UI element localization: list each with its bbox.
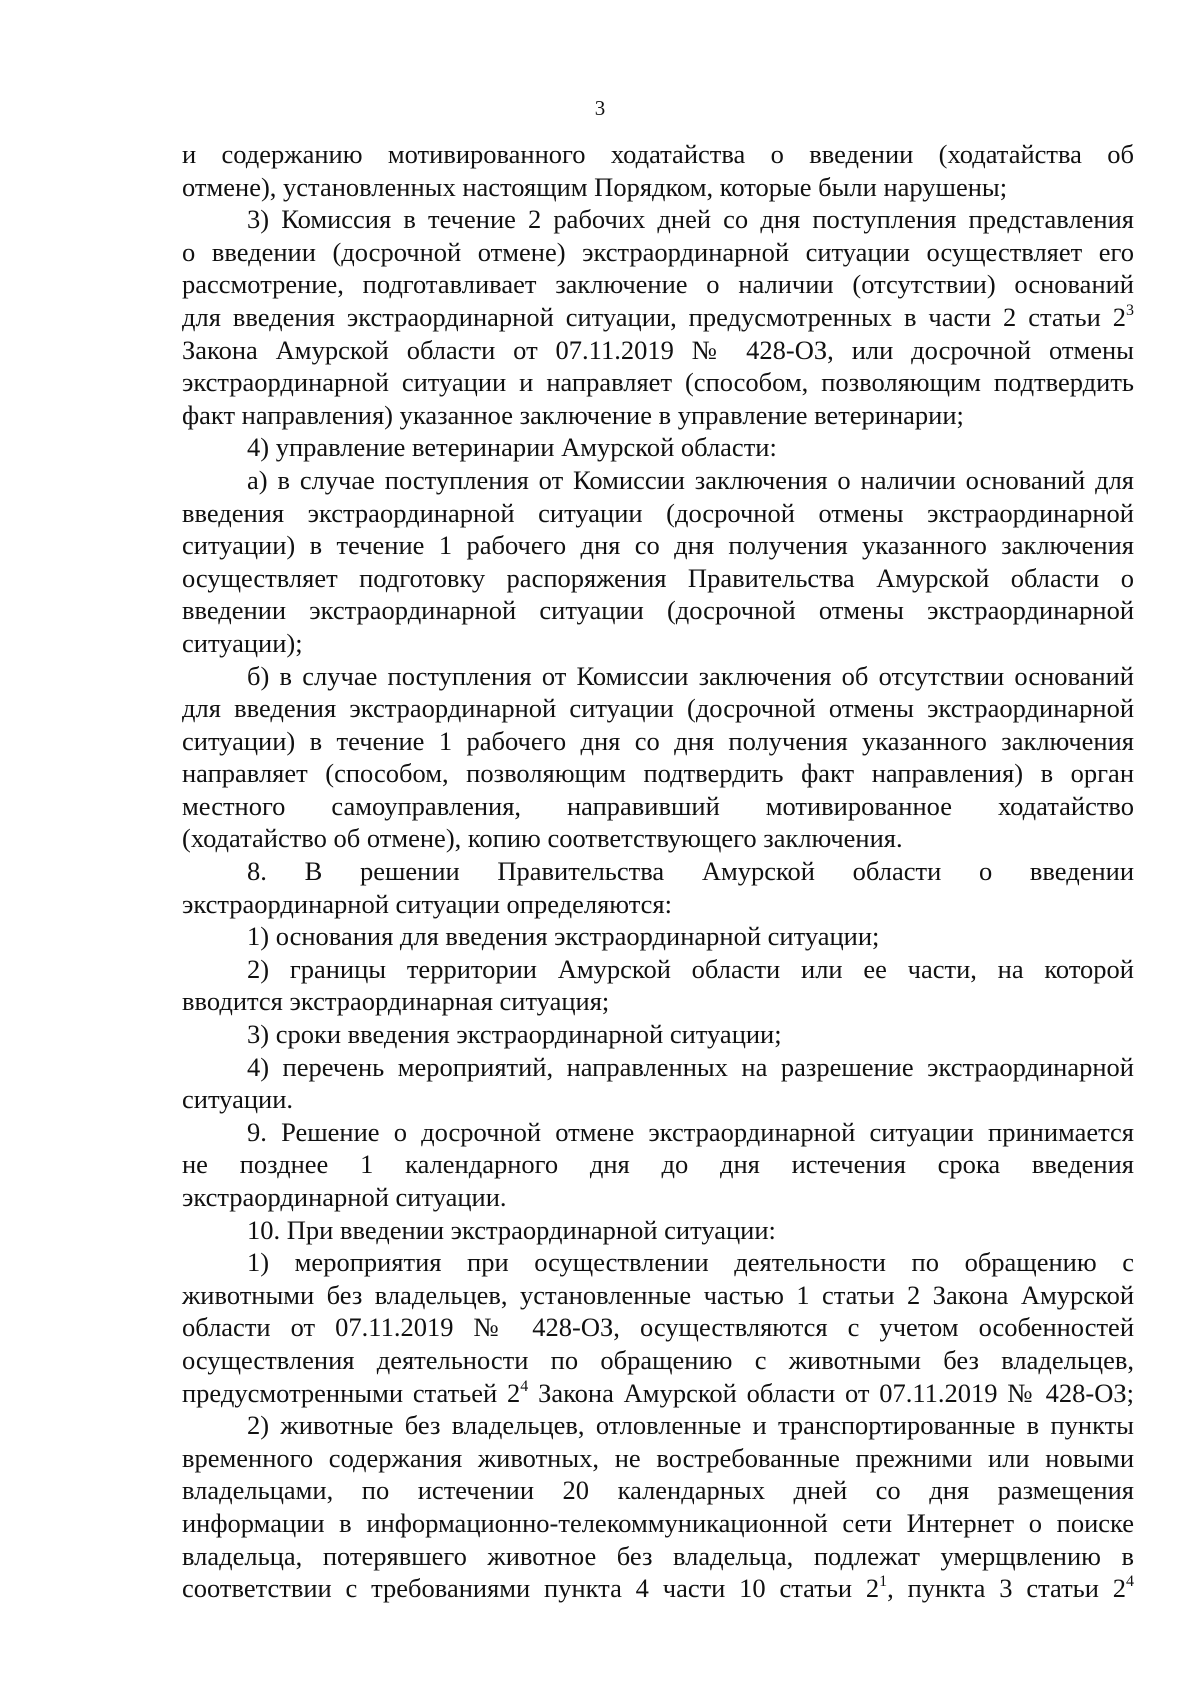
line-text: Закона Амурской области от 07.11.2019 № 428-ОЗ, или досрочной отмены: [182, 334, 1134, 365]
text-line: [182, 1377, 1134, 1410]
line-text: ситуации) в течение 1 рабочего дня со дня получения указанного заключения: [182, 725, 1134, 756]
line-text: введении экстраординарной ситуации (досрочной отмены экстраординарной: [182, 595, 1134, 626]
line-text: о введении (досрочной отмене) экстраординарной ситуации осуществляет его: [182, 236, 1134, 267]
text-line: [182, 138, 1134, 171]
text-line: [182, 855, 1134, 888]
text-line: [182, 1083, 1134, 1116]
text-line: [182, 1116, 1134, 1149]
text-line: [182, 888, 1134, 921]
page-number: 3: [594, 96, 606, 120]
text-line: [182, 822, 1134, 855]
text-line: [182, 171, 1134, 204]
text-line: [182, 203, 1134, 236]
line-text: 3) сроки введения экстраординарной ситуации;: [247, 1019, 782, 1050]
text-line: [182, 1279, 1134, 1312]
text-line: [182, 1018, 1134, 1051]
line-text: 1) мероприятия при осуществлении деятельности по обращению с: [247, 1247, 1134, 1278]
line-text: не позднее 1 календарного дня до дня истечения срока введения: [182, 1149, 1134, 1180]
text-line: [182, 1246, 1134, 1279]
line-text: 10. При введении экстраординарной ситуации:: [247, 1214, 776, 1245]
text-line: [182, 1474, 1134, 1507]
line-text: временного содержания животных, не востребованные прежними или новыми: [182, 1442, 1134, 1473]
text-line: [182, 1507, 1134, 1540]
line-text: для введения экстраординарной ситуации (досрочной отмены экстраординарной: [182, 693, 1134, 724]
line-text: и содержанию мотивированного ходатайства о введении (ходатайства об: [182, 139, 1134, 169]
text-line: [182, 985, 1134, 1018]
line-text: предусмотренными статьей 2: [182, 1377, 521, 1408]
text-line: [182, 399, 1134, 432]
line-text: области от 07.11.2019 № 428-ОЗ, осуществляются с учетом особенностей: [182, 1312, 1134, 1343]
text-line: [182, 920, 1134, 953]
text-line: [182, 497, 1134, 530]
line-text: 4) управление ветеринарии Амурской области:: [247, 432, 777, 463]
line-text: рассмотрение, подготавливает заключение о наличии (отсутствии) оснований: [182, 269, 1134, 300]
line-text: 8. В решении Правительства Амурской области о введении: [247, 856, 1134, 887]
line-text: осуществляет подготовку распоряжения Правительства Амурской области о: [182, 562, 1134, 593]
text-line: [182, 562, 1134, 595]
line-text: вводится экстраординарная ситуация;: [182, 986, 610, 1017]
line-text: соответствии с требованиями пункта 4 части 10 статьи 2: [182, 1573, 880, 1604]
text-line: [182, 1148, 1134, 1181]
text-line: [182, 529, 1134, 562]
text-line: [182, 464, 1134, 497]
line-text-continued: , пункта 3 статьи 2: [887, 1573, 1126, 1604]
text-line: [182, 236, 1134, 269]
line-text: ситуации);: [182, 627, 303, 658]
line-text: (ходатайство об отмене), копию соответствующего заключения.: [182, 823, 903, 854]
line-text: отмене), установленных настоящим Порядком, которые были нарушены;: [182, 171, 1008, 202]
superscript: 4: [520, 1377, 529, 1395]
line-text: животными без владельцев, установленные частью 1 статьи 2 Закона Амурской: [182, 1279, 1134, 1310]
line-text: 4) перечень мероприятий, направленных на разрешение экстраординарной: [247, 1051, 1134, 1082]
line-text-continued: Закона Амурской области от 07.11.2019 № 428-ОЗ;: [528, 1377, 1134, 1408]
line-text: владельца, потерявшего животное без владельца, подлежат умерщвлению в: [182, 1540, 1134, 1571]
text-line: [182, 757, 1134, 790]
text-line: [182, 1311, 1134, 1344]
text-line: [182, 268, 1134, 301]
text-line: [182, 1181, 1134, 1214]
text-line: [182, 301, 1134, 334]
line-text: факт направления) указанное заключение в управление ветеринарии;: [182, 399, 964, 430]
text-line: [182, 1051, 1134, 1084]
text-line: [182, 1214, 1134, 1247]
line-text: ситуации) в течение 1 рабочего дня со дня получения указанного заключения: [182, 530, 1134, 561]
document-body: [182, 138, 1134, 1605]
line-text: ситуации.: [182, 1084, 294, 1115]
text-line: [182, 660, 1134, 693]
line-text: 3) Комиссия в течение 2 рабочих дней со дня поступления представления: [247, 204, 1134, 235]
line-text: 2) животные без владельцев, отловленные и транспортированные в пункты: [247, 1410, 1134, 1441]
line-text: введения экстраординарной ситуации (досрочной отмены экстраординарной: [182, 497, 1134, 528]
line-text: 1) основания для введения экстраординарной ситуации;: [247, 921, 880, 952]
text-line: [182, 627, 1134, 660]
line-text: экстраординарной ситуации.: [182, 1182, 507, 1212]
line-text: местного самоуправления, направивший мотивированное ходатайство: [182, 790, 1134, 821]
text-line: [182, 366, 1134, 399]
text-line: [182, 334, 1134, 367]
line-text: 2) границы территории Амурской области или ее части, на которой: [247, 953, 1134, 984]
text-line: [182, 1344, 1134, 1377]
superscript: 3: [1126, 301, 1134, 319]
line-text: осуществления деятельности по обращению с животными без владельцев,: [182, 1344, 1134, 1375]
line-text: а) в случае поступления от Комиссии заключения о наличии оснований для: [247, 464, 1134, 495]
text-line: [182, 692, 1134, 725]
text-line: [182, 1409, 1134, 1442]
line-text: 9. Решение о досрочной отмене экстраординарной ситуации принимается: [247, 1116, 1134, 1147]
text-line: [182, 1442, 1134, 1475]
superscript: 1: [879, 1573, 888, 1591]
text-line: [182, 594, 1134, 627]
text-line: [182, 1572, 1134, 1605]
line-text: информации в информационно-телекоммуникационной сети Интернет о поиске: [182, 1507, 1134, 1538]
text-line: [182, 725, 1134, 758]
line-text: экстраординарной ситуации определяются:: [182, 888, 672, 919]
text-line: [182, 431, 1134, 464]
text-line: [182, 790, 1134, 823]
text-line: [182, 953, 1134, 986]
line-text: экстраординарной ситуации и направляет (способом, позволяющим подтвердить: [182, 367, 1134, 398]
line-text: для введения экстраординарной ситуации, предусмотренных в части 2 статьи 2: [182, 301, 1126, 332]
superscript: 4: [1125, 1573, 1134, 1591]
text-line: [182, 1540, 1134, 1573]
line-text: владельцами, по истечении 20 календарных дней со дня размещения: [182, 1475, 1134, 1506]
line-text: б) в случае поступления от Комиссии заключения об отсутствии оснований: [247, 660, 1134, 691]
line-text: направляет (способом, позволяющим подтвердить факт направления) в орган: [182, 758, 1134, 789]
